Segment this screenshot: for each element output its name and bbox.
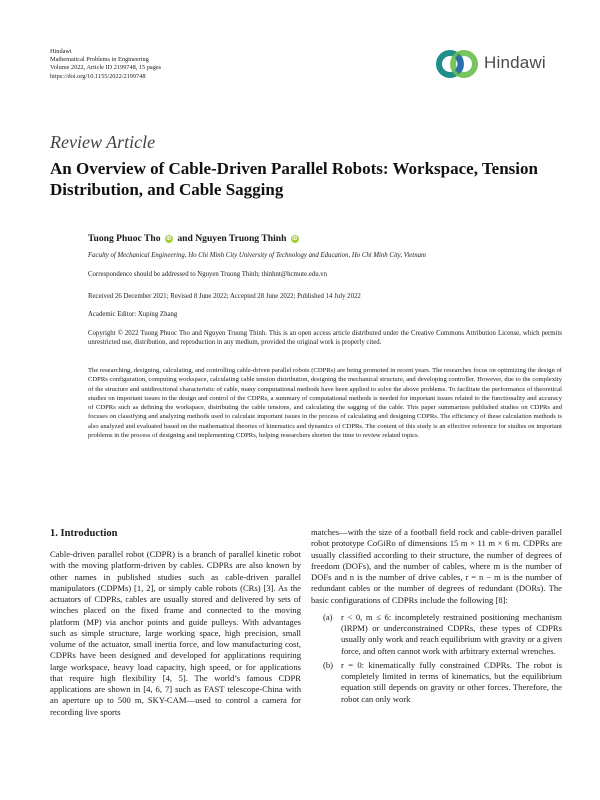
list-item-label: (b) — [323, 659, 334, 670]
hindawi-logo[interactable] — [432, 44, 562, 84]
list-item-text: r < 0, m ≤ 6: incompletely restrained positioning mechanism (IRPM) or underconstrained CDPRs, these types of CDPRs usually only work and reach equilibrium with gravity or a given force, and often cannot work with arbitrary external wrenches. — [341, 611, 562, 656]
intro-paragraph-continued: matches—with the size of a football field rock and cable-driven parallel robot prototype CoGiRo of dimensions 15 m × 11 m × 6 m. CDPRs are usually classified according to their structure, the number of degrees of freedom (DOFs), and the number of cables, where m is the number of DOFs and n is the number of drive cables, r = n − m is the number of redundant cables or the number of degrees of redundant (DORs). The basic configurations of CDPRs include the following [8]: — [311, 527, 562, 605]
academic-editor: Academic Editor: Xuping Zhang — [88, 311, 178, 318]
list-item-label: (a) — [323, 611, 333, 622]
logo-text: Hindawi — [484, 53, 546, 72]
list-item-text: r = 0: kinematically fully constrained CDPRs. The robot is completely limited in terms of kinematics, but the equilibrium equation still depends on gravity or other forces. Therefore, the robot can only work — [341, 659, 562, 704]
volume-line: Volume 2022, Article ID 2199748, 15 pages — [50, 64, 162, 72]
abstract: The researching, designing, calculating, and controlling cable-driven parallel robots (CDPRs) are being promoted in recent years. The researches focus on optimizing the design of CDPRs configuration, computing workspace, calculating cable tension distribution, designing the mechanical structure, and developing controller. However, due to the complexity of the structure and unidirectional characteristic of cable, many computational methods have been applied to solve the above problems. To facilitate the performance of theoretical studies on important issues in the design and control of the CDPRs, a summary of computational methods is needed for important issues related to the functionality and accuracy of CDPRs such as defining the workspace, distributing the cable tensions, and calculating the sagging of the cable. This paper summarizes published studies on CDPRs and focuses on classifying and analyzing methods used to calculate important issues in the process of calculating and designing CDPRs. The efficiency of these calculation methods is also analyzed and evaluated based on the mathematical theories of kinematics and dynamics of CDPRs. The content of this study is an effective reference for studies on important problems in the process of designing and implementing CDPRs, helping researchers shorten the time to review related topics. — [88, 367, 562, 440]
publication-dates: Received 26 December 2021; Revised 8 June 2022; Accepted 28 June 2022; Published 14 July 2022 — [88, 293, 361, 300]
list-item — [311, 660, 562, 705]
publisher-name: Hindawi — [50, 48, 72, 55]
paper-title: An Overview of Cable-Driven Parallel Robots: Workspace, Tension Distribution, and Cable Sagging — [50, 159, 538, 199]
author-connector: and — [177, 233, 193, 244]
right-column — [311, 527, 562, 705]
copyright-notice: Copyright © 2022 Tuong Phuoc Tho and Nguyen Truong Thinh. This is an open access article distributed under the Creative Commons Attribution License, which permits unrestricted use, distribution, and reproduction in any medium, provided the original work is properly cited. — [88, 330, 562, 347]
list-item — [311, 612, 562, 657]
affiliation: Faculty of Mechanical Engineering, Ho Chi Minh City University of Technology and Education, Ho Chi Minh City, Vietnam — [88, 252, 426, 259]
journal-name: Mathematical Problems in Engineering — [50, 56, 149, 64]
author-1[interactable]: Tuong Phuoc Tho — [88, 233, 161, 244]
author-line — [88, 233, 301, 244]
orcid-icon[interactable]: iD — [292, 236, 298, 242]
journal-header — [50, 48, 161, 81]
author-2[interactable]: Nguyen Truong Thinh — [195, 233, 287, 244]
section-heading: 1. Introduction — [50, 528, 118, 539]
left-column — [50, 549, 301, 718]
orcid-icon[interactable]: iD — [166, 236, 172, 242]
doi-link[interactable]: https://doi.org/10.1155/2022/2199748 — [50, 72, 146, 80]
intro-paragraph: Cable-driven parallel robot (CDPR) is a branch of parallel kinetic robot with the moving platform-driven by cables. CDPRs are also known by other names in published studies such as cable-driven parallel manipulators (CDPMs) [1, 2], or simply cable robots (CRs) [3]. As the actuators of CDPRs, cables are usually stored and delivered by sets of winches placed on the fixed frame and connected to the moving platform (MP) via anchor points and guide pulleys. With advantages such as simple structure, large working space, high precision, small volume of the actuator, small inertia force, and low manufacturing cost, CDPRs have been designed and developed for applications requiring large workspace, heavy load capacity, high speed, or for applications that require high flexibility [4, 5]. The world’s famous CDPR applications are shown in [4, 6, 7] such as FAST telescope-China with an aperture up to 500 m, SKY-CAM—used to control a camera for recording live sports — [50, 549, 301, 717]
article-type: Review Article — [50, 132, 156, 152]
correspondence: Correspondence should be addressed to Nguyen Truong Thinh; thinhnt@hcmute.edu.vn — [88, 271, 328, 278]
hindawi-logo-icon — [432, 44, 482, 84]
